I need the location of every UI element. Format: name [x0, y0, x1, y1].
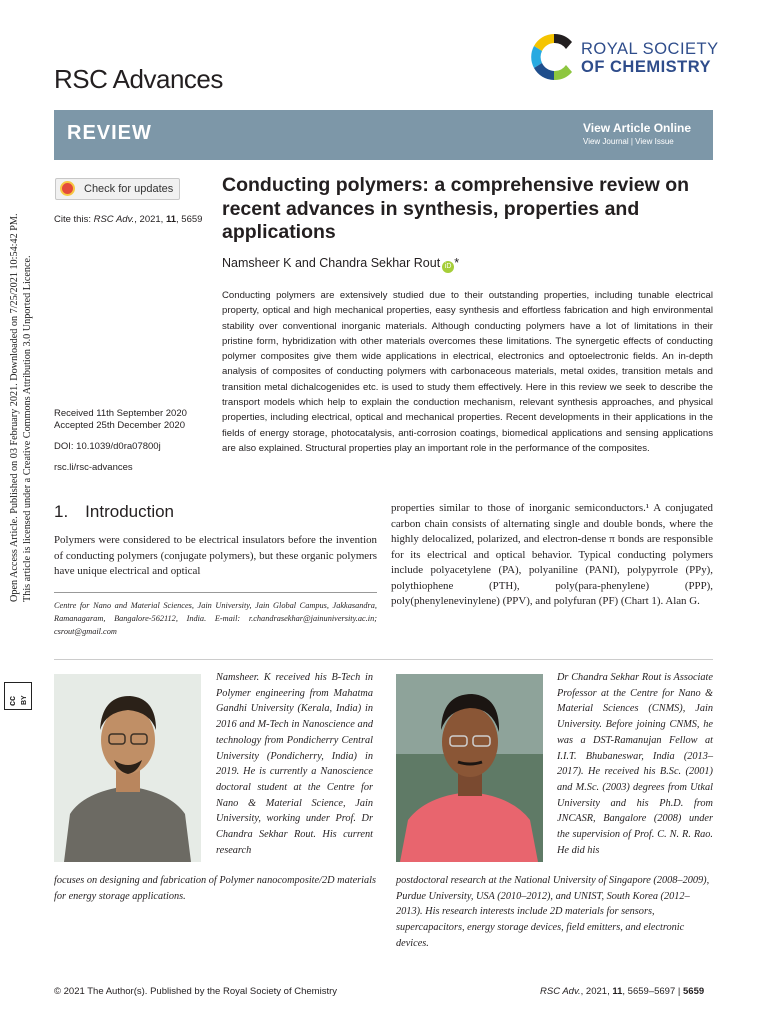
journal-link[interactable]: rsc.li/rsc-advances	[54, 462, 133, 473]
bio-divider	[54, 659, 713, 660]
author-photo-rout	[396, 674, 543, 862]
cite-prefix: Cite this:	[54, 214, 94, 225]
author-affiliation: Centre for Nano and Material Sciences, Jain University, Jain Global Campus, Jakkasandra, Ramanagaram, Bangalore-562112, India. E-mail: r.chandrasekhar@jainuniversity.ac.in; csrout@gmail.com	[54, 601, 377, 636]
cc-by-license-icon	[4, 682, 32, 710]
doi[interactable]: DOI: 10.1039/d0ra07800j	[54, 441, 161, 452]
footer-separator: |	[675, 986, 683, 997]
view-journal-issue-links[interactable]: View Journal | View Issue	[583, 137, 674, 146]
footer-journal: RSC Adv.	[540, 986, 581, 997]
article-title: Conducting polymers: a comprehensive review on recent advances in synthesis, properties and applications	[222, 174, 690, 243]
cite-journal: RSC Adv.	[93, 214, 135, 225]
orcid-icon[interactable]: iD	[442, 261, 454, 273]
footer-pages: , 5659–5697	[622, 986, 676, 997]
accepted-date: Accepted 25th December 2020	[54, 420, 185, 431]
author-list	[222, 256, 459, 273]
footer-volume: 11	[612, 986, 623, 997]
intro-paragraph-right: properties similar to those of inorganic semiconductors.¹ A conjugated carbon chain consists of alternating single and double bonds, where the highly delocalized, polarized, and electron-dense π bonds are responsible for its electrical and optical behavior. Typical conducting polymers include polyacetylene (PA), polyaniline (PANI), polypyrrole (PPy), polythiophene (PTH), poly(para-phenylene) (PPP), poly(phenylenevinylene) (PPV), and polyfuran (PF) (Chart 1). Alan G.	[391, 502, 713, 607]
bio-rout-continued: postdoctoral research at the National University of Singapore (2008–2009), Purdue University, USA (2010–2012), and UNIST, South Korea (2012–2013). His research interests include 2D materials for sensors, supercapacitors, energy storage devices, field emitters, and electronic devices.	[396, 875, 710, 949]
page-citation	[540, 986, 704, 997]
cite-year: , 2021,	[134, 214, 166, 225]
rsc-logo-icon[interactable]	[528, 30, 580, 84]
authors-text: Namsheer K and Chandra Sekhar Rout	[222, 256, 441, 270]
footnote-divider	[54, 592, 377, 593]
bio-rout: Dr Chandra Sekhar Rout is Associate Professor at the Centre for Nano & Material Sciences (CNMS), Jain University. Before joining CNMS, he was a DST-Ramanujan Fellow at I.I.T. Bhubaneswar, India (2013–2017). He received his B.Sc. (2001) and M.Sc. (2003) degrees from Utkal University and his Ph.D. from JNCASR, Bangalore (2008) under the supervision of Prof. C. N. R. Rao. He did his	[557, 672, 713, 856]
cite-volume: 11	[165, 214, 177, 225]
page-number: 5659	[683, 986, 705, 997]
section-heading-introduction: 1. Introduction	[54, 502, 175, 521]
journal-name[interactable]: RSC Advances	[54, 64, 223, 94]
received-date: Received 11th September 2020	[54, 408, 187, 419]
check-for-updates-label: Check for updates	[84, 183, 174, 195]
corresponding-mark: *	[454, 256, 460, 270]
intro-paragraph-left: Polymers were considered to be electrical insulators before the invention of conducting polymers (conjugate polymers), but these organic polymers have unique electrical and optical	[54, 534, 377, 577]
by-label: BY	[21, 695, 28, 705]
publisher-name-line2: OF CHEMISTRY	[581, 58, 712, 76]
citation	[54, 214, 202, 225]
cc-label: cc	[7, 695, 17, 706]
abstract: Conducting polymers are extensively studied due to their outstanding properties, including tunable electrical property, optical and high mechanical properties, easy synthesis and effortless fabrication and high environmental stability over conventional inorganic materials. Although conducting polymers have a lot of limitations in their pristine form, hybridization with other materials overcomes these limitations. The synergetic effects of conducting polymer composites give them wide applications in electrical, electronics and optoelectronic fields. An in-depth analysis of composites of conducting polymers with carbonaceous materials, metal oxides, transition metals and transition metal dichalcogenides etc. is used to study them effectively. Here in this review we seek to describe the transport models which help to explain the conduction mechanism, relevant synthesis approaches, and physical properties, including electrical, optical and mechanical properties. Recent developments in their applications in the fields of energy storage, photocatalysis, anti-corrosion coatings, biomedical applications and sensing applications are also explained. Structural properties play an important role in the performance of the composites.	[222, 290, 713, 454]
license-line: This article is licensed under a Creative Commons Attribution 3.0 Unported Licence.	[22, 255, 33, 602]
footer-year: , 2021,	[580, 986, 613, 997]
open-access-line: Open Access Article. Published on 03 February 2021. Downloaded on 7/25/2021 10:54:42 PM.	[9, 213, 20, 602]
open-access-banner	[2, 150, 46, 710]
article-type: REVIEW	[67, 122, 152, 144]
publisher-name-line1: ROYAL SOCIETY	[581, 40, 719, 58]
crossmark-icon	[60, 181, 75, 196]
bio-namsheer-continued: focuses on designing and fabrication of Polymer nanocomposite/2D materials for energy storage applications.	[54, 875, 377, 902]
cite-page: , 5659	[176, 214, 203, 225]
bio-namsheer: Namsheer. K received his B-Tech in Polymer engineering from Mahatma Gandhi University (Kerala, India) in 2016 and M-Tech in Nanoscience and technology from Pondicherry Central University (Pondicherry, India) in 2019. He is currently a Nanoscience doctoral student at the Centre for Nano & Material Science, Jain University, working under Prof. Dr Chandra Sekhar Rout. His current research	[216, 672, 373, 856]
view-article-online-link[interactable]: View Article Online	[583, 121, 692, 135]
author-photo-namsheer	[54, 674, 201, 862]
copyright-notice: © 2021 The Author(s). Published by the Royal Society of Chemistry	[54, 986, 337, 997]
article-type-banner	[54, 110, 713, 160]
